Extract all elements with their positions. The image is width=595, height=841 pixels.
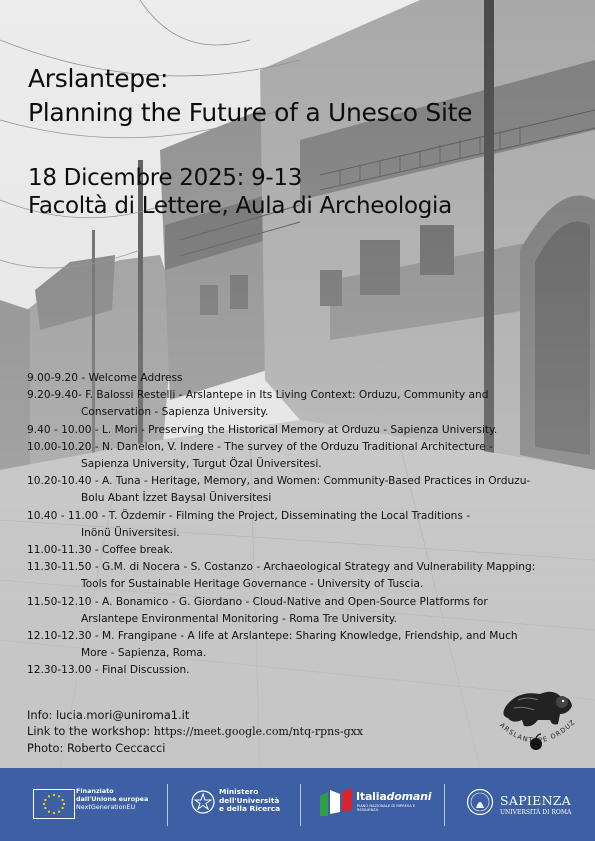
eu-funding-label: Finanziato dall'Unione europea NextGenerationEU bbox=[76, 787, 149, 812]
program-item-continued: Tools for Sustainable Heritage Governance - University of Tuscia. bbox=[81, 578, 424, 591]
program-item: 10.20-10.40 - A. Tuna - Heritage, Memory, and Women: Community-Based Practices in Orduzu- bbox=[27, 475, 531, 488]
program-item: 10.00-10.20 - N. Danelon, V. Indere - The survey of the Orduzu Traditional Architecture - bbox=[27, 440, 493, 453]
italia-flag-icon bbox=[318, 786, 356, 818]
program-list bbox=[27, 370, 587, 680]
italian-republic-emblem-icon bbox=[190, 788, 216, 816]
event-venue: Facoltà di Lettere, Aula di Archeologia bbox=[28, 193, 452, 219]
footer-divider bbox=[300, 784, 301, 826]
footer-divider bbox=[167, 784, 168, 826]
sapienza-logo: SAPIENZA UNIVERSITÀ DI ROMA bbox=[500, 793, 572, 816]
title-line-1: Arslantepe: bbox=[28, 64, 169, 93]
info-block bbox=[27, 707, 363, 757]
italiadomani-subtitle: PIANO NAZIONALE DI RIPRESA E RESILIENZA bbox=[357, 804, 416, 813]
program-item: 12.30-13.00 - Final Discussion. bbox=[27, 664, 190, 677]
workshop-link-line: Link to the workshop: https://meet.google.com/ntq-rpns-gxx bbox=[27, 724, 364, 739]
program-item: 11.30-11.50 - G.M. di Nocera - S. Costanzo - Archaeological Strategy and Vulnerability Mapping: bbox=[27, 561, 536, 574]
svg-text:ARSLANTEPE ORDUZU: ARSLANTEPE ORDUZ bbox=[498, 717, 578, 745]
event-date-venue bbox=[28, 164, 452, 220]
contact-email[interactable]: Info: lucia.mori@uniroma1.it bbox=[27, 708, 190, 722]
photo-credit: Photo: Roberto Ceccacci bbox=[27, 741, 166, 756]
program-item: 10.40 - 11.00 - T. Özdemir - Filming the Project, Disseminating the Local Traditions - bbox=[27, 509, 471, 522]
program-item: 9.00-9.20 - Welcome Address bbox=[27, 372, 183, 384]
eu-flag-icon bbox=[33, 789, 75, 819]
program-item: 9.40 - 10.00 - L. Mori - Preserving the Historical Memory at Orduzu - Sapienza University. bbox=[27, 423, 498, 436]
program-item-continued: More - Sapienza, Roma. bbox=[81, 647, 207, 660]
event-date-time: 18 Dicembre 2025: 9-13 bbox=[28, 165, 303, 191]
sponsor-footer bbox=[0, 768, 595, 841]
program-item-continued: Arslantepe Environmental Monitoring - Roma Tre University. bbox=[81, 612, 397, 625]
arslantepe-orduzu-logo bbox=[488, 684, 584, 760]
program-item: 11.50-12.10 - A. Bonamico - G. Giordano - Cloud-Native and Open-Source Platforms for bbox=[27, 595, 488, 608]
program-item-continued: Bolu Abant İzzet Baysal Üniversitesi bbox=[81, 492, 272, 505]
workshop-link[interactable]: https://meet.google.com/ntq-rpns-gxx bbox=[153, 725, 364, 739]
program-item: 12.10-12.30 - M. Frangipane - A life at Arslantepe: Sharing Knowledge, Friendship, and Much bbox=[27, 630, 518, 643]
program-item: 11.00-11.30 - Coffee break. bbox=[27, 544, 173, 557]
footer-divider bbox=[444, 784, 445, 826]
program-item-continued: Conservation - Sapienza University. bbox=[81, 406, 269, 419]
ministry-label: Ministero dell'Università e della Ricerca bbox=[219, 787, 281, 814]
program-item: 9.20-9.40- F. Balossi Restelli - Arslantepe in Its Living Context: Orduzu, Community and bbox=[27, 389, 489, 402]
program-item-continued: Inönü Üniversitesi. bbox=[81, 526, 180, 539]
italiadomani-logo: Italiadomani bbox=[356, 790, 432, 803]
sapienza-seal-icon bbox=[466, 788, 494, 816]
title-line-2: Planning the Future of a Unesco Site bbox=[28, 98, 473, 127]
event-title bbox=[28, 62, 472, 130]
program-item-continued: Sapienza University, Turgut Özal Üniversitesi. bbox=[81, 458, 322, 471]
